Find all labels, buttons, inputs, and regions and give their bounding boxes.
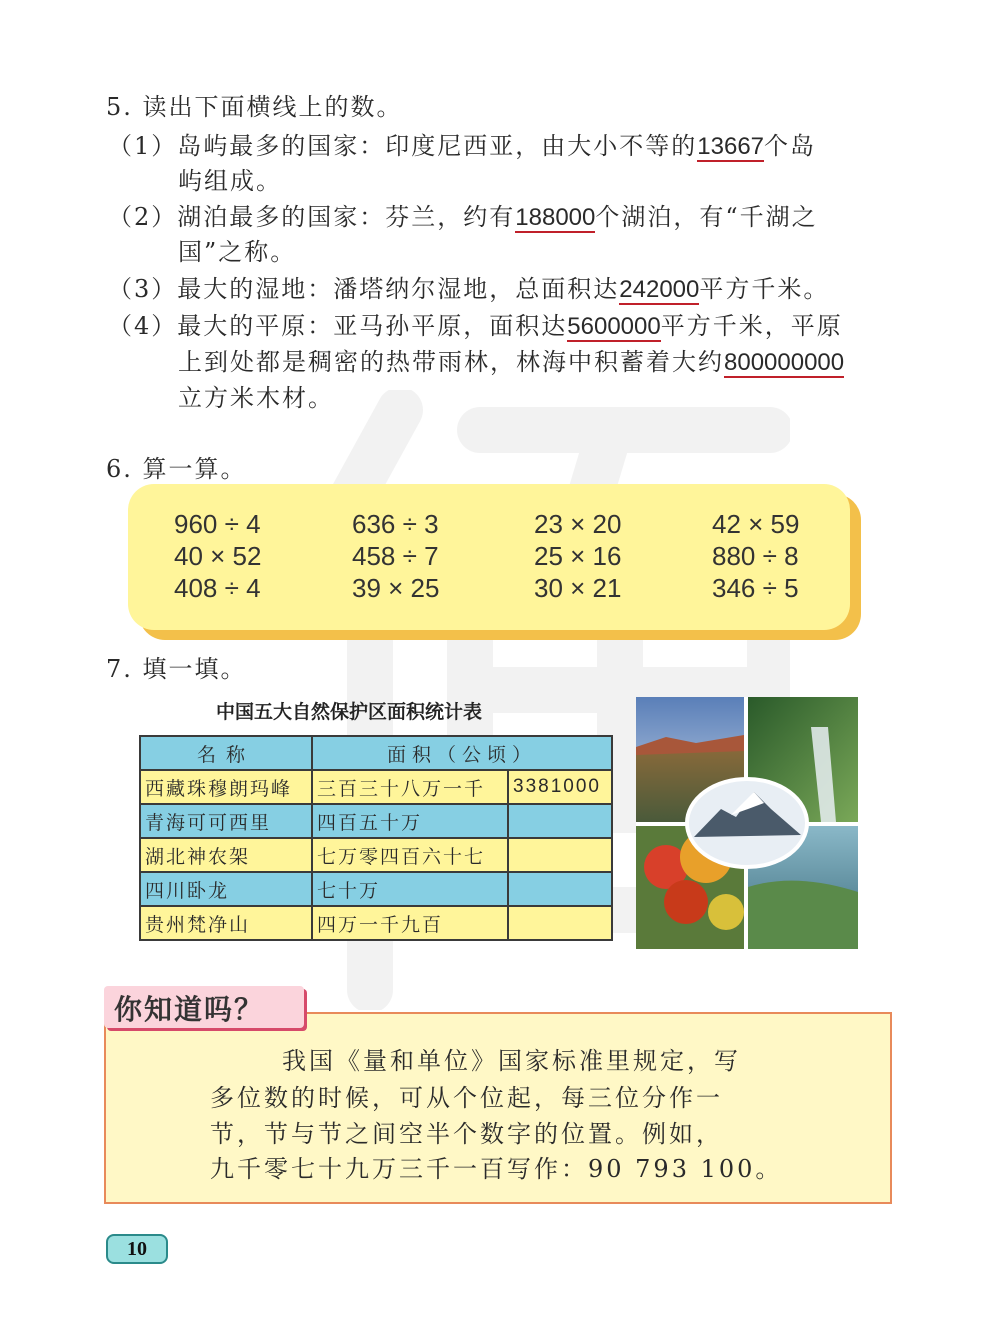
area-words: 七十万 bbox=[312, 872, 508, 906]
reserve-area-table bbox=[139, 735, 613, 941]
section-7-heading: 7. 填一填。 bbox=[106, 655, 247, 683]
item-text: 最大的平原：亚马孙平原，面积达 bbox=[177, 312, 568, 340]
calc-expression: 960 ÷ 4 bbox=[174, 509, 261, 539]
item-text-end: 平方千米。 bbox=[699, 275, 830, 303]
item-text: 湖泊最多的国家：芬兰，约有 bbox=[177, 203, 516, 231]
item-text: 岛屿最多的国家：印度尼西亚，由大小不等的 bbox=[177, 132, 698, 160]
underlined-number: 5600000 bbox=[567, 313, 661, 340]
did-you-know-line: 我国《量和单位》国家标准里规定，写 bbox=[282, 1047, 741, 1075]
reserve-name: 西藏珠穆朗玛峰 bbox=[140, 770, 312, 804]
item-1-continuation: 屿组成。 bbox=[178, 167, 282, 195]
section-5-heading: 5. 读出下面横线上的数。 bbox=[106, 93, 403, 121]
item-text-end: 个湖泊，有“千湖之 bbox=[595, 203, 818, 231]
did-you-know-title: 你知道吗？ bbox=[114, 993, 265, 1026]
table-row bbox=[140, 872, 612, 906]
calc-expression: 458 ÷ 7 bbox=[352, 541, 439, 571]
table-title: 中国五大自然保护区面积统计表 bbox=[216, 701, 483, 723]
underlined-number: 242000 bbox=[619, 276, 700, 303]
item-4-continuation-2: 立方米木材。 bbox=[178, 384, 334, 412]
item-2 bbox=[108, 200, 818, 235]
item-2-continuation: 国”之称。 bbox=[178, 238, 297, 266]
did-you-know-line: 节，节与节之间空半个数字的位置。例如， bbox=[210, 1120, 723, 1148]
header-area: 面积（公顷） bbox=[312, 736, 612, 770]
did-you-know-line: 九千零七十九万三千一百写作：90 793 100。 bbox=[210, 1155, 783, 1183]
item-marker: （4） bbox=[108, 312, 178, 340]
table-row bbox=[140, 906, 612, 940]
calc-expression: 40 × 52 bbox=[174, 541, 262, 571]
item-text: 上到处都是稠密的热带雨林，林海中积蓄着大约 bbox=[178, 348, 724, 376]
calc-expression: 25 × 16 bbox=[534, 541, 622, 571]
nature-reserve-photo-collage bbox=[636, 697, 858, 949]
area-digits-blank[interactable] bbox=[508, 872, 612, 906]
table-row bbox=[140, 770, 612, 804]
item-text-end: 个岛 bbox=[764, 132, 817, 160]
calc-expression: 880 ÷ 8 bbox=[712, 541, 799, 571]
underlined-number: 188000 bbox=[515, 204, 596, 231]
item-marker: （2） bbox=[108, 203, 178, 231]
reserve-name: 四川卧龙 bbox=[140, 872, 312, 906]
item-1 bbox=[108, 129, 816, 164]
item-text-end: 平方千米，平原 bbox=[660, 312, 843, 340]
calc-expression: 408 ÷ 4 bbox=[174, 573, 261, 603]
calc-expression: 636 ÷ 3 bbox=[352, 509, 439, 539]
item-marker: （1） bbox=[108, 132, 178, 160]
calc-expression: 39 × 25 bbox=[352, 573, 440, 603]
area-words: 三百三十八万一千 bbox=[312, 770, 508, 804]
table-row bbox=[140, 838, 612, 872]
header-name: 名称 bbox=[140, 736, 312, 770]
reserve-name: 贵州梵净山 bbox=[140, 906, 312, 940]
reserve-name: 青海可可西里 bbox=[140, 804, 312, 838]
section-6-heading: 6. 算一算。 bbox=[106, 455, 247, 483]
area-words: 七万零四百六十七 bbox=[312, 838, 508, 872]
area-words: 四万一千九百 bbox=[312, 906, 508, 940]
item-text: 最大的湿地：潘塔纳尔湿地，总面积达 bbox=[177, 275, 620, 303]
calc-expression: 30 × 21 bbox=[534, 573, 622, 603]
reserve-name: 湖北神农架 bbox=[140, 838, 312, 872]
item-4 bbox=[108, 309, 843, 344]
table-row bbox=[140, 804, 612, 838]
area-digits-blank[interactable] bbox=[508, 906, 612, 940]
area-digits-blank[interactable] bbox=[508, 838, 612, 872]
did-you-know-line: 多位数的时候，可从个位起，每三位分作一 bbox=[210, 1084, 723, 1112]
table-header-row bbox=[140, 736, 612, 770]
area-digits[interactable]: 3381000 bbox=[508, 770, 612, 804]
page-number: 10 bbox=[106, 1234, 168, 1264]
item-3 bbox=[108, 272, 829, 307]
area-digits-blank[interactable] bbox=[508, 804, 612, 838]
underlined-number: 800000000 bbox=[724, 349, 845, 376]
item-4-continuation bbox=[178, 345, 844, 380]
calc-expression: 346 ÷ 5 bbox=[712, 573, 799, 603]
calc-expression: 23 × 20 bbox=[534, 509, 622, 539]
item-marker: （3） bbox=[108, 275, 178, 303]
area-words: 四百五十万 bbox=[312, 804, 508, 838]
underlined-number: 13667 bbox=[697, 133, 765, 160]
calc-expression: 42 × 59 bbox=[712, 509, 800, 539]
